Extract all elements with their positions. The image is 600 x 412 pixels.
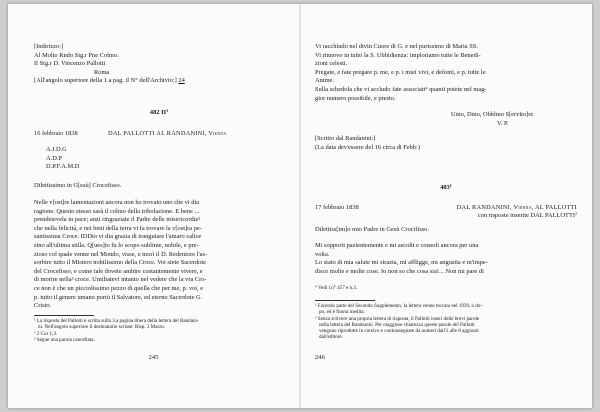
footnote-rule — [315, 300, 375, 301]
body-line: Sulla schedola che vi accludo fate associati⁴ quanti potete nel mag- — [315, 85, 487, 93]
body-line: di morire nella³ croce. Umiliatevi intanto nel vedere che la vra Cro- — [34, 276, 207, 284]
body-line: sino all'ultima stilla. Q[ues]to fu lo scopo sublime, nobile, e pre- — [34, 241, 199, 249]
invocation-line: A.I.D.G — [46, 146, 67, 153]
address-line: Roma — [94, 68, 110, 76]
invocation-line: A.D.P — [46, 154, 62, 162]
body-line: sorbire tutto il Mistero nobilissimo della Croce. Voi siete Sacerdote — [34, 259, 206, 267]
letter-body — [315, 242, 577, 276]
body-line: Lo stato di mia salute mi strazia, mi affligge, mi angustia e m'impe- — [315, 259, 488, 267]
body-line: Mi sopporti pazientemente e mi ascolti e consoli ancora per una — [315, 242, 479, 249]
body-line: Anime. — [315, 77, 334, 85]
footnote: vengono riprodotte in corsivo e contrassegnate da numeri dall'1 alle 8 aggiunti — [319, 328, 479, 335]
letter-heading: DAL RANDANINI, Vienna, AL PALLOTTI — [456, 204, 577, 211]
body-line: Nelle v[ost]re lamentazioni ancora non ho trovato uno che vi dia — [34, 199, 200, 206]
body-line: Cristo. — [34, 302, 52, 310]
letter-number: 482 $II^1$ — [149, 108, 169, 116]
archive-number: 24 — [178, 77, 185, 85]
address-block — [34, 43, 284, 86]
editor-note: (La data dev'essere del 16 circa di Febb:) — [315, 144, 420, 151]
footnote: ² 2 Cor 1,3. — [34, 330, 58, 337]
footnote: po, ed è finora inedita. — [319, 309, 365, 316]
body-line: disce molte e molte cose. Io non so che cosa sia!... Non mi pare di — [315, 267, 484, 275]
page-number: 246 — [315, 354, 325, 361]
footnote: nella lettera del Randanini. Per maggiore chiarezza queste parole del Pallotti — [319, 321, 475, 328]
footnote-ref: 1 — [449, 183, 452, 188]
archive-note: [All'angolo superiore della 1.a pag. il N° dell'Archivio:] 24 — [34, 77, 185, 85]
address-line: Al Molto Rndo Sig.r Pne Colmo. — [34, 51, 119, 59]
footnote-ref: 1 — [166, 108, 169, 113]
body-line: Vi racchiudo nel divin Cuore di G. e nel purissimo di Maria SS. — [315, 43, 478, 50]
letter-subheading: con risposte inserite DAL PALLOTTI$^2$ — [477, 211, 577, 219]
footnotes — [34, 318, 284, 343]
body-line: santissima Croce. IDDio vi dia grazia di tranguiare l'amaro calice — [34, 233, 202, 241]
letter-body — [34, 199, 278, 311]
footnote: ⁴ Vedi l.n° 457 e n.3. — [315, 285, 358, 291]
letter-continuation — [315, 43, 577, 103]
footnote-rule — [34, 315, 94, 316]
footnote-ref: 2 — [575, 211, 577, 216]
letter-heading: DAL PALLOTTI AL RANDANINI, Vienna — [108, 130, 227, 137]
body-line: volta. — [315, 250, 330, 258]
footnote: ¹ Facendo parte del Secondo Supplemento, la lettera venne trovata nel 1939, o do- — [315, 303, 483, 309]
footnote: ni. Nell'angolo superiore il destinatario scrisse: Risp. 2 Marzo. — [38, 324, 166, 331]
body-line: zioso col quale venne nel Mondo, visse, e morì il D. Redentore l'as- — [34, 250, 208, 258]
invocation-block — [46, 146, 79, 172]
address-line: [Indirizzo:] — [34, 43, 64, 50]
body-line: ce non è che un picciolissimo pezzo di quella che per me, p. voi, e — [34, 284, 204, 292]
body-line: prendetevela in pace; anzi ringraziate il Padre delle misericordie² — [34, 216, 201, 224]
footnote: ² Senza scrivere una propria lettera di risposta, il Pallotti inserì delle brevi parole — [315, 315, 480, 322]
letter-number: $483^1$ — [440, 183, 452, 191]
signature-initials: V. P. — [497, 120, 509, 127]
body-line: Vi rinnovo in tutto la S. Ubbidienza: imploriamo tutte le Benedi- — [315, 51, 481, 59]
footnotes — [315, 303, 577, 341]
letter-date: 17 febbraio 1838 — [315, 204, 359, 211]
right-page — [301, 4, 592, 408]
body-line: zioni celesti. — [315, 60, 348, 68]
footnote: ¹ La risposta del Pallotti è scritta sulla 3.a pagina libera della lettera del Randani- — [34, 318, 199, 324]
salutation: Dilettissimo in G[esù] Crocefisso. — [34, 182, 122, 189]
body-line: del Crocefisso, e come tale dovete ambire costantemente vivere, e — [34, 267, 203, 275]
footnote: dall'editore. — [319, 334, 343, 341]
left-page — [8, 4, 299, 408]
editor-note: [Scritto dal Randanini:] — [315, 135, 376, 142]
body-line: p. tutto il genere umano portò il Salvatore, ed eterno Sacerdote G. — [34, 293, 203, 301]
signature: Umo, Dmo, Obblmo S[ervito]re — [451, 111, 534, 118]
salutation: Dilettiss[im]o mio Padre in Gesù Crocifisso. — [315, 226, 429, 233]
address-line: Il Sig.r D. Vincenzo Pallotti — [34, 60, 106, 68]
body-line: ragione. Questo stesso sarà il colmo della tribolazione. E bene ... — [34, 207, 200, 215]
invocation-line: D.P.F.A.M.D — [46, 163, 80, 171]
footnote: ³ Segue una parola cancellata. — [34, 336, 95, 343]
body-line: gior numero possibile, e presto. — [315, 94, 396, 102]
letter-date: 16 febbraio 1838 — [34, 130, 78, 137]
book-spread — [8, 4, 592, 408]
body-line: Pregate, e fate pregare p. me, e p. i miei vivi, e defonti, e p. tutte le — [315, 68, 486, 76]
body-line: che nella felicità, e nei beni della terra vi fa trovare la v[ost]ra pe- — [34, 224, 202, 232]
page-number: 245 — [148, 354, 159, 361]
